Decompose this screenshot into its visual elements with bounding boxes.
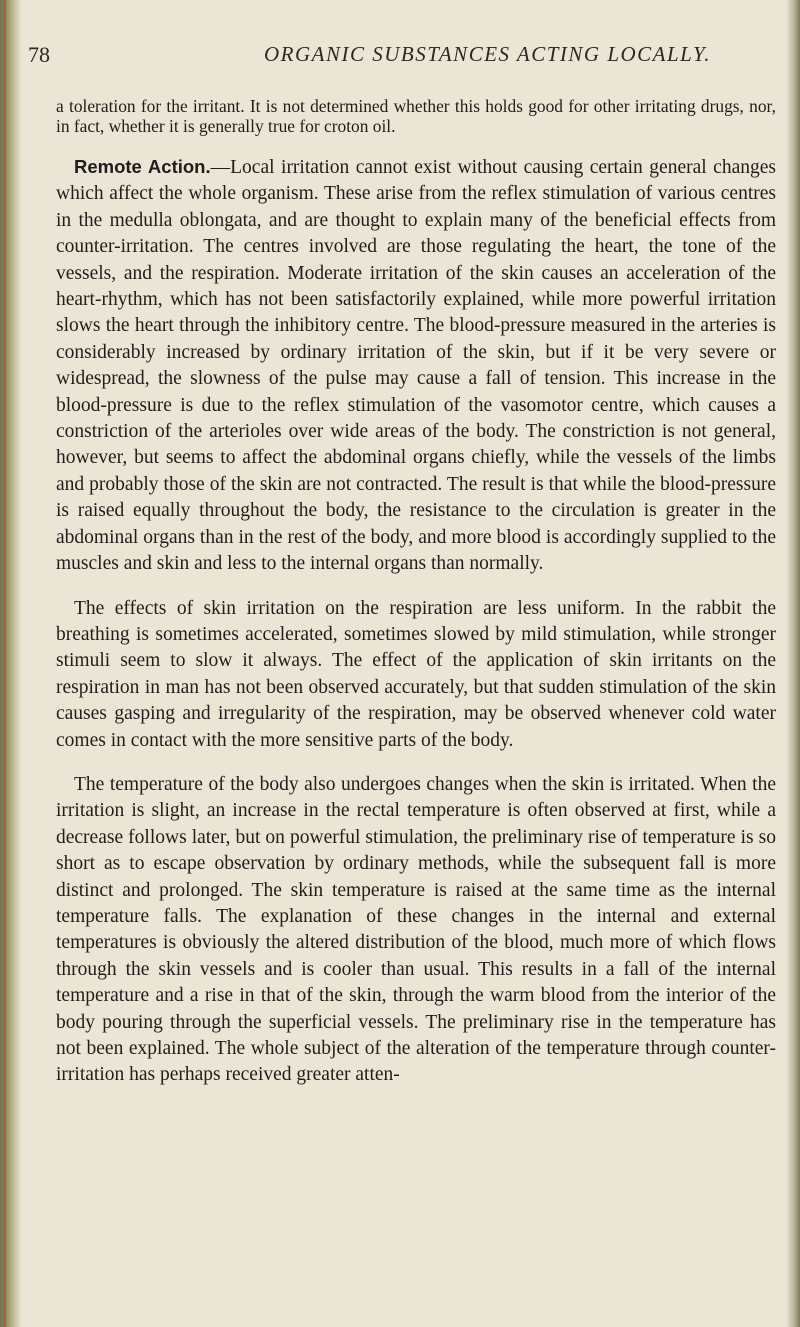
section-heading: Remote Action. [74, 156, 211, 177]
binding-strip [3, 0, 6, 1327]
intro-paragraph: a toleration for the irritant. It is not determined whether this holds good for other irritating drugs, nor, in fact, whether it is generally true for croton oil. [56, 96, 776, 136]
running-head [28, 42, 776, 67]
body-text [56, 96, 776, 1089]
temperature-paragraph: The temperature of the body also undergoes changes when the skin is irritated. When the irritation is slight, an increase in the rectal temperature is often observed at first, while a decrease follows later, but on powerful stimulation, the preliminary rise of temperature is so short as to escape observation by ordinary methods, while the subsequent fall is more distinct and prolonged. The skin temperature is raised at the same time as the internal temperature falls. The explanation of these changes in the internal and external temperatures is obviously the altered distribution of the blood, much more of which flows through the skin vessels and is cooler than usual. This results in a fall of the internal temperature and a rise in that of the skin, through the warm blood from the interior of the body pouring through the superficial vessels. The preliminary rise in the temperature has not been explained. The whole subject of the alteration of the temperature through counter-irritation has perhaps received greater atten- [56, 773, 776, 1086]
respiration-paragraph: The effects of skin irritation on the respiration are less uniform. In the rabbit the breathing is sometimes accelerated, sometimes slowed by mild stimulation, while stronger stimuli seem to slow it always. The effect of the application of skin irritants on the respiration in man has not been observed accurately, but that sudden stimulation of the skin causes gasping and irregularity of the respiration, may be observed whenever cold water comes in contact with the more sensitive parts of the body. [56, 597, 776, 751]
page-right-edge [786, 0, 800, 1327]
book-binding-edge [0, 0, 22, 1327]
running-title: ORGANIC SUBSTANCES ACTING LOCALLY. [264, 42, 711, 66]
page-number: 78 [28, 42, 50, 67]
paragraph-1-text: —Local irritation cannot exist without causing certain general changes which affect the whole organism. These arise from the reflex stimulation of various centres in the medulla oblongata, and are thought to explain many of the beneficial effects from counter-irritation. The centres involved are those regulating the heart, the tone of the vessels, and the respiration. Moderate irritation of the skin causes an acceleration of the heart-rhythm, which has not been satisfactorily explained, while more powerful irritation slows the heart through the inhibitory centre. The blood-pressure measured in the arteries is considerably increased by ordinary irritation of the skin, but if it be very severe or widespread, the slowness of the pulse may cause a fall of tension. This increase in the blood-pressure is due to the reflex stimulation of the vasomotor centre, which causes a constriction of the arterioles over wide areas of the body. The constriction is not general, however, but seems to affect the abdominal organs chiefly, while the vessels of the limbs and probably those of the skin are not contracted. The result is that while the blood-pressure is raised equally throughout the body, the resistance to the circulation is greater in the abdominal organs than in the rest of the body, and more blood is accordingly supplied to the muscles and skin and less to the internal organs than normally. [56, 157, 776, 575]
remote-action-paragraph [56, 154, 776, 578]
